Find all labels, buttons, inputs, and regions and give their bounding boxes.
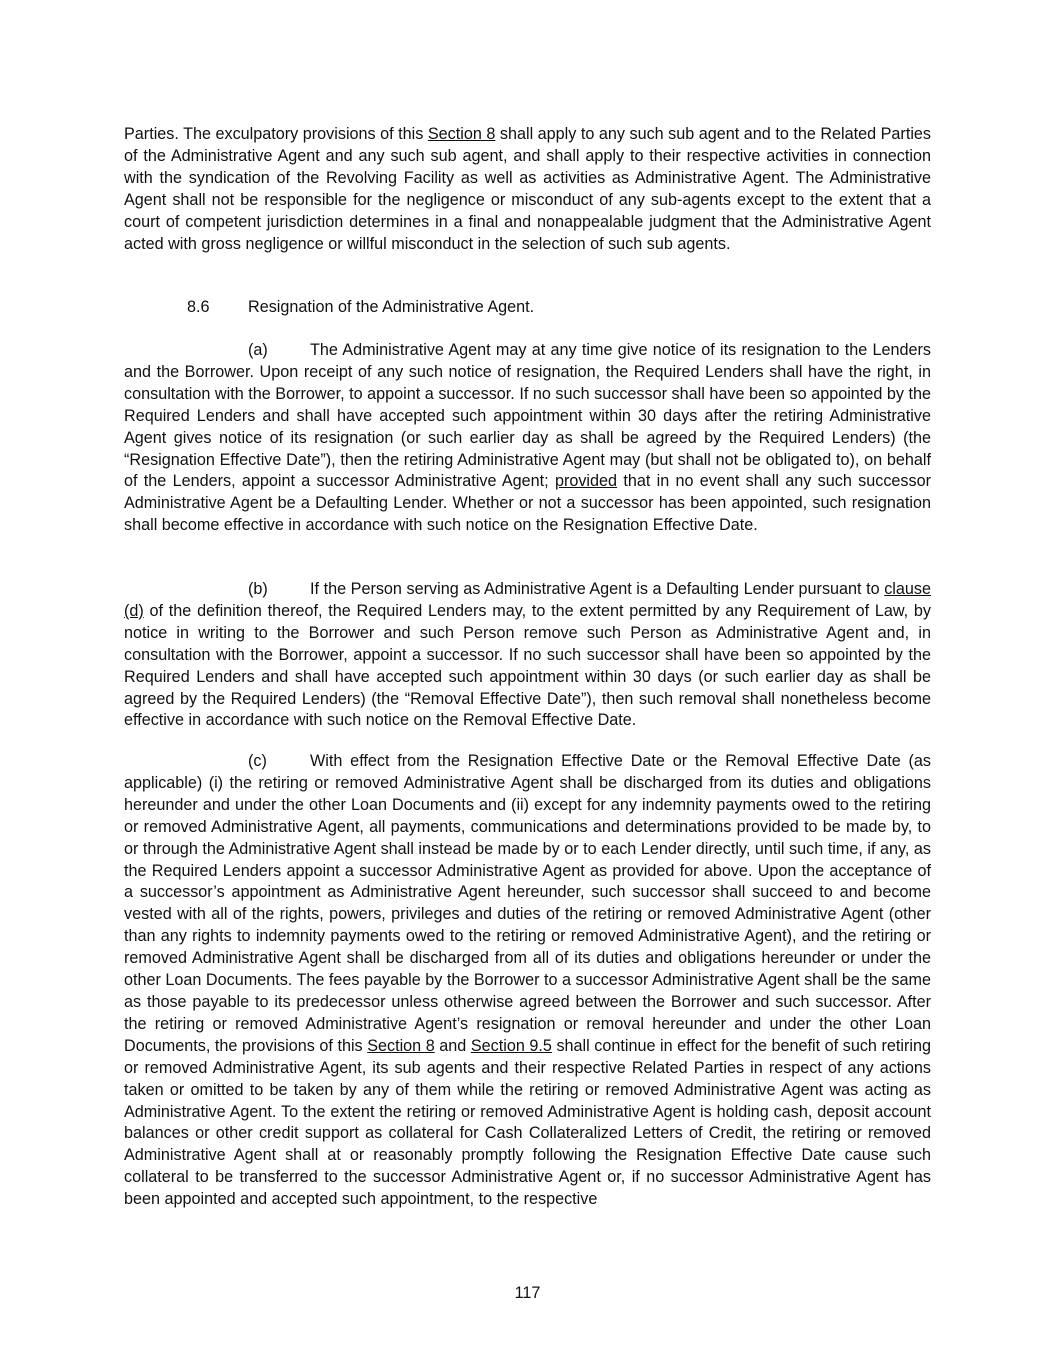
section-number: 8.6 (187, 298, 210, 316)
section-8-reference: Section 8 (427, 125, 496, 143)
section-8-reference: Section 8 (367, 1036, 435, 1055)
paragraph-c-text-1: With effect from the Resignation Effective Date or the Removal Effective Date (as applicable) (i) the retiring or removed Administrative Agent shall be discharged from its duties and obligations hereunder and under the other Loan Documents and (ii) except for any indemnity payments owed to the retiring or removed Administrative Agent, all payments, communications and determinations provided to be made by, to or through the Administrative Agent shall instead be made by or to each Lender directly, until such time, if any, as the Required Lenders appoint a successor Administrative Agent as provided for above. Upon the acceptance of a successor’s appointment as Administrative Agent hereunder, such successor shall succeed to and become vested with all of the rights, powers, privileges and duties of the retiring or removed Administrative Agent (other than any rights to indemnity payments owed to the retiring or removed Administrative Agent), and the retiring or removed Administrative Agent shall be discharged from all of its duties and obligations hereunder or under the other Loan Documents. The fees payable by the Borrower to a successor Administrative Agent shall be the same as those payable to its predecessor unless otherwise agreed between the Borrower and such successor. After the retiring or removed Administrative Agent’s resignation or removal hereunder and under the other Loan Documents, the provisions of this (124, 752, 931, 1055)
section-heading (187, 297, 534, 319)
paragraph-c-label: (c) (248, 752, 267, 770)
paragraph-b-text-2: of the definition thereof, the Required Lenders may, to the extent permitted by any Requirement of Law, by notice in writing to the Borrower and such Person remove such Person as Administrative Agent and, in consultation with the Borrower, appoint a successor. If no such successor shall have been so appointed by the Required Lenders and shall have accepted such appointment within 30 days (or such earlier day as shall be agreed by the Required Lenders) (the “Removal Effective Date”), then such removal shall nonetheless become effective in accordance with such notice on the Removal Effective Date. (124, 601, 931, 730)
intro-paragraph (124, 124, 931, 255)
intro-text-2: shall apply to any such sub agent and to the Related Parties of the Administrative Agent and any such sub agent, and shall apply to their respective activities in connection with the syndication of the Revolving Facility as well as activities as Administrative Agent. The Administrative Agent shall not be responsible for the negligence or misconduct of any sub-agents except to the extent that a court of competent jurisdiction determines in a final and nonappealable judgment that the Administrative Agent acted with gross negligence or willful misconduct in the selection of such sub agents. (124, 125, 932, 253)
paragraph-a-text-2: that in no event shall any such successor Administrative Agent be a Defaulting Lender. Whether or not a successor has been appointed, such resignation shall become effective in accordance with such notice on the Resignation Effective Date. (124, 472, 931, 535)
clause-d-reference: clause (d) (124, 580, 931, 620)
paragraph-b-text-1: If the Person serving as Administrative Agent is a Defaulting Lender pursuant to (310, 580, 885, 598)
paragraph-c-text-3: shall continue in effect for the benefit of such retiring or removed Administrative Agent, its sub agents and their respective Related Parties in respect of any actions taken or omitted to be taken by any of them while the retiring or removed Administrative Agent was acting as Administrative Agent. To the extent the retiring or removed Administrative Agent is holding cash, deposit account balances or other credit support as collateral for Cash Collateralized Letters of Credit, the retiring or removed Administrative Agent shall at or reasonably promptly following the Resignation Effective Date cause such collateral to be transferred to the successor Administrative Agent or, if no successor Administrative Agent has been appointed and accepted such appointment, to the respective (124, 1036, 931, 1209)
page-number: 117 (514, 1284, 541, 1302)
paragraph-a-text-1: The Administrative Agent may at any time give notice of its resignation to the Lenders and the Borrower. Upon receipt of any such notice of resignation, the Required Lenders shall have the right, in consultation with the Borrower, to appoint a successor. If no such successor shall have been so appointed by the Required Lenders and shall have accepted such appointment within 30 days after the retiring Administrative Agent gives notice of its resignation (or such earlier day as shall be agreed by the Required Lenders) (the “Resignation Effective Date”), then the retiring Administrative Agent may (but shall not be obligated to), on behalf of the Lenders, appoint a successor Administrative Agent; (124, 341, 931, 491)
paragraph-a (124, 340, 931, 537)
paragraph-c (124, 751, 931, 1211)
paragraph-b-label: (b) (248, 580, 268, 598)
intro-text-1: Parties. The exculpatory provisions of this (124, 125, 428, 143)
paragraph-b (124, 579, 931, 732)
paragraph-a-label: (a) (248, 341, 268, 359)
section-9-5-reference: Section 9.5 (470, 1036, 552, 1055)
paragraph-c-text-2: and (434, 1036, 471, 1055)
provided-term: provided (554, 472, 618, 491)
section-title: Resignation of the Administrative Agent. (248, 298, 535, 316)
